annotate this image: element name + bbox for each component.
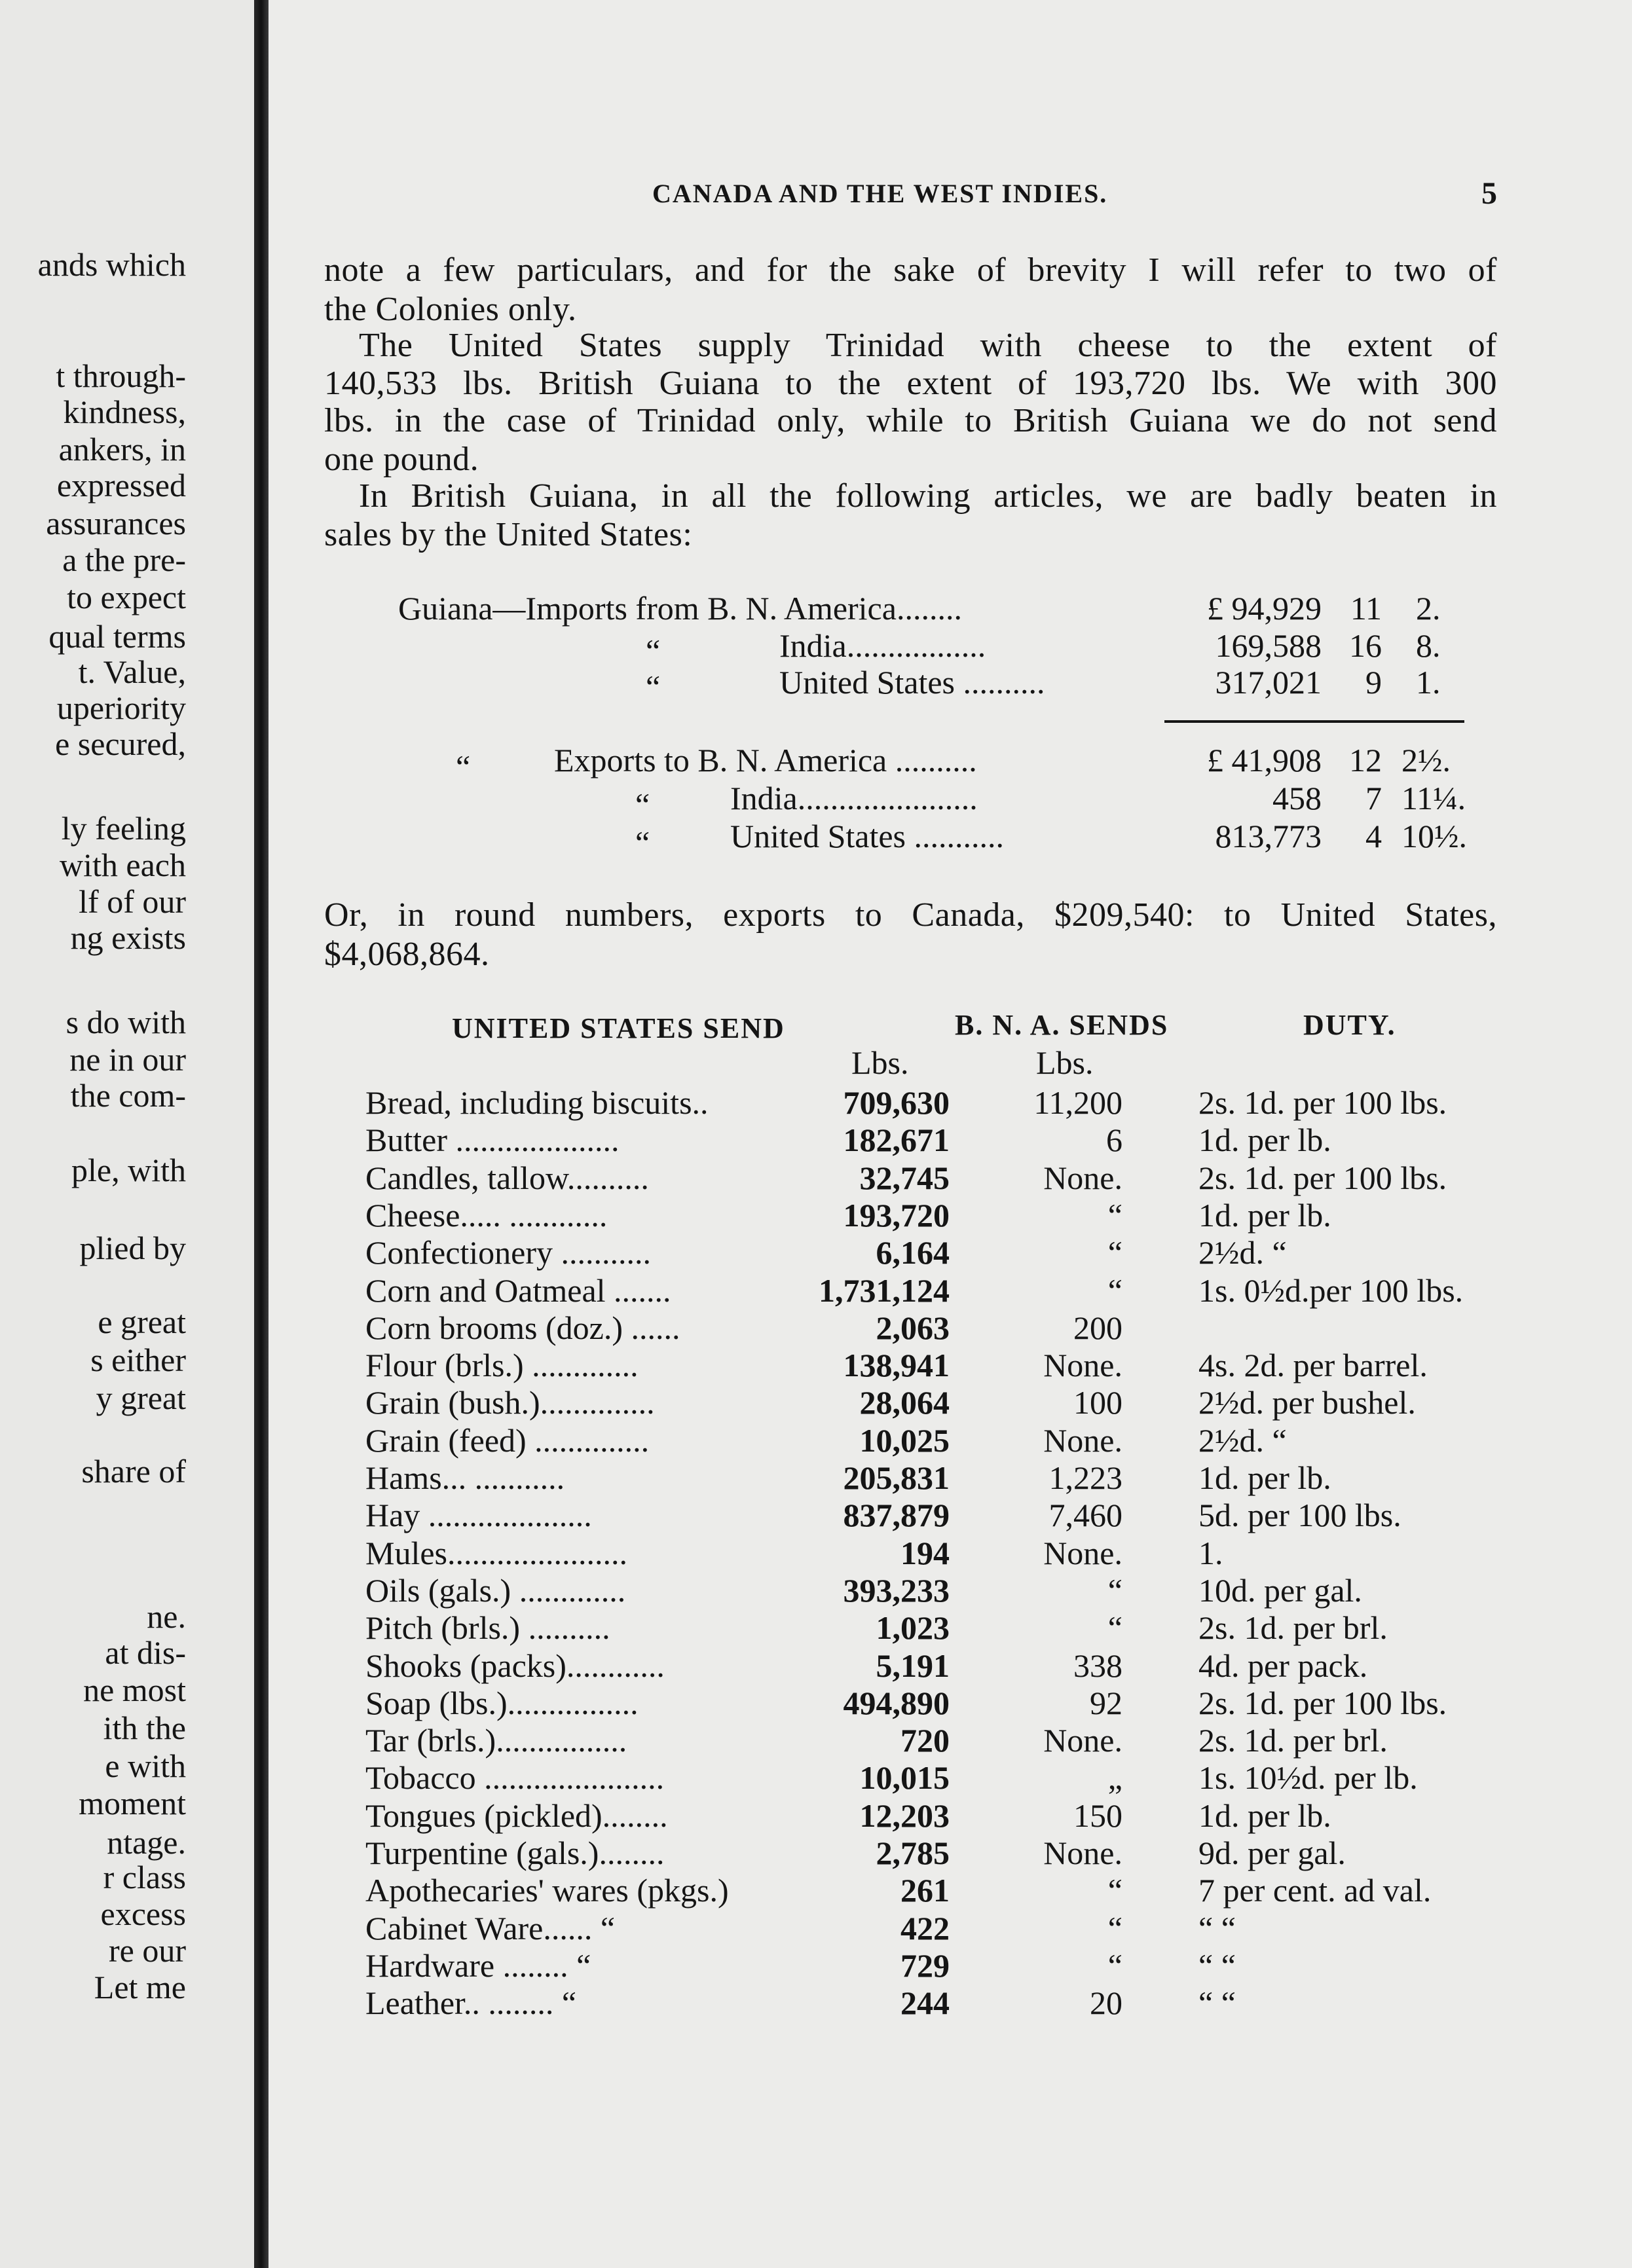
export-label: Exports to B. N. America .......... [554,742,977,778]
ditto-mark: “ [635,824,650,861]
row-bna-amount: 92 [1090,1685,1122,1721]
row-duty: 1s. 10½d. per lb. [1198,1759,1418,1796]
row-item: Butter .................... [365,1122,620,1158]
export-pounds: 813,773 [1215,818,1322,854]
row-bna-amount: 150 [1073,1797,1122,1834]
row-bna-amount: 338 [1073,1647,1122,1684]
row-bna-amount: 1,223 [1048,1459,1122,1496]
row-item: Corn and Oatmeal ....... [365,1272,671,1309]
row-us-amount: 393,233 [843,1572,950,1609]
row-bna-amount: None. [1043,1535,1122,1571]
row-item: Soap (lbs.)................ [365,1685,639,1721]
row-item: Shooks (packs)............ [365,1647,665,1684]
left-page-fragment: s either [90,1342,186,1378]
left-page-fragment: qual terms [48,618,186,655]
row-duty: 2s. 1d. per 100 lbs. [1198,1084,1447,1121]
row-bna-amount: “ [1107,1910,1122,1947]
paragraph-line: the Colonies only. [324,291,577,328]
row-bna-amount: 11,200 [1033,1084,1122,1121]
left-page-fragment: plied by [79,1230,186,1266]
ditto-mark: “ [646,632,661,669]
row-us-amount: 422 [900,1910,950,1947]
running-header: CANADA AND THE WEST INDIES. [652,179,1108,208]
left-page-fragment: expressed [56,467,186,503]
left-page-fragment: at dis- [105,1634,186,1671]
row-bna-amount: „ [1107,1759,1122,1796]
row-duty: 1s. 0½d.per 100 lbs. [1198,1272,1464,1309]
round-numbers-line: $4,068,864. [324,936,490,973]
left-facing-page [0,0,257,2268]
row-bna-amount: None. [1043,1422,1122,1459]
row-duty: 2s. 1d. per brl. [1198,1722,1388,1759]
book-gutter [254,0,269,2268]
row-duty: 2s. 1d. per brl. [1198,1609,1388,1646]
left-page-fragment: ne most [83,1672,186,1708]
row-us-amount: 494,890 [843,1685,950,1721]
row-us-amount: 261 [900,1872,950,1909]
left-page-fragment: Let me [94,1969,186,2005]
row-duty: 1. [1198,1535,1223,1571]
export-shillings: 12 [1349,742,1382,778]
col-head-bna: B. N. A. SENDS [955,1009,1169,1041]
left-page-fragment: ankers, in [58,431,186,467]
row-duty: 1d. per lb. [1198,1197,1331,1234]
left-page-fragment: assurances [46,505,186,541]
import-pence: 1. [1416,664,1441,701]
left-page-fragment: e secured, [55,725,186,762]
left-page-fragment: e great [98,1304,186,1340]
left-page-fragment: ntage. [107,1824,186,1861]
row-item: Tar (brls.)................ [365,1722,627,1759]
round-numbers-line: Or, in round numbers, exports to Canada, $209,540: to United States, [324,896,1497,934]
row-item: Bread, including biscuits.. [365,1084,709,1121]
row-duty: 1d. per lb. [1198,1797,1331,1834]
import-label: Guiana—Imports from B. N. America........ [398,590,962,627]
left-page-fragment: ne in our [69,1041,186,1078]
row-us-amount: 5,191 [876,1647,950,1684]
paragraph-line: In British Guiana, in all the following articles, we are badly beaten in [359,477,1497,515]
left-page-fragment: ne. [147,1598,186,1635]
row-duty: 10d. per gal. [1198,1572,1362,1609]
row-item: Confectionery ........... [365,1234,652,1271]
row-item: Cabinet Ware...... “ [365,1910,616,1947]
row-duty: 1d. per lb. [1198,1122,1331,1158]
row-duty: “ “ [1198,1985,1236,2021]
row-bna-amount: 7,460 [1048,1497,1122,1533]
col-head-duty: DUTY. [1303,1009,1396,1041]
row-us-amount: 194 [900,1535,950,1571]
ditto-mark: “ [635,786,650,823]
ditto-mark: “ [646,668,661,705]
left-page-fragment: a the pre- [62,541,186,578]
row-us-amount: 720 [900,1722,950,1759]
row-duty: 9d. per gal. [1198,1835,1346,1871]
row-bna-amount: “ [1107,1947,1122,1984]
left-page-fragment: ands which [37,246,186,283]
left-page-fragment: r class [103,1859,186,1895]
row-bna-amount: 6 [1106,1122,1122,1158]
row-bna-amount: “ [1107,1609,1122,1646]
sum-rule [1164,720,1464,723]
row-item: Corn brooms (doz.) ...... [365,1309,680,1346]
row-us-amount: 244 [900,1985,950,2021]
row-us-amount: 2,063 [876,1309,950,1346]
left-page-fragment: share of [81,1453,186,1490]
unit-us: Lbs. [851,1044,909,1081]
row-bna-amount: None. [1043,1835,1122,1871]
paragraph-line: The United States supply Trinidad with cheese to the extent of [359,327,1497,364]
paragraph-line: sales by the United States: [324,516,693,553]
left-page-fragment: y great [96,1380,186,1416]
import-shillings: 9 [1365,664,1382,701]
export-pence: 10½. [1401,818,1467,854]
row-item: Pitch (brls.) .......... [365,1609,610,1646]
row-duty: 2s. 1d. per 100 lbs. [1198,1685,1447,1721]
main-page [269,0,1632,2268]
left-page-fragment: re our [109,1932,186,1969]
page-number: 5 [1481,176,1498,211]
row-us-amount: 10,015 [859,1759,950,1796]
row-duty: 1d. per lb. [1198,1459,1331,1496]
row-us-amount: 729 [900,1947,950,1984]
row-bna-amount: “ [1107,1234,1122,1271]
row-item: Mules...................... [365,1535,627,1571]
row-item: Grain (bush.).............. [365,1384,655,1421]
left-page-fragment: uperiority [56,689,186,726]
row-item: Turpentine (gals.)........ [365,1835,665,1871]
row-us-amount: 1,023 [876,1609,950,1646]
row-item: Candles, tallow.......... [365,1160,649,1196]
row-bna-amount: None. [1043,1347,1122,1383]
row-item: Cheese..... ............ [365,1197,608,1234]
left-page-fragment: s do with [65,1004,186,1040]
row-bna-amount: None. [1043,1160,1122,1196]
row-item: Leather.. ........ “ [365,1985,577,2021]
row-duty: 7 per cent. ad val. [1198,1872,1432,1909]
import-pounds: £ 94,929 [1207,590,1322,627]
row-us-amount: 205,831 [843,1459,950,1496]
left-page-fragment: ng exists [70,919,186,956]
import-pounds: 317,021 [1215,664,1322,701]
left-page-fragment: e with [105,1747,186,1784]
export-shillings: 4 [1365,818,1382,854]
export-pounds: 458 [1272,780,1322,816]
row-us-amount: 193,720 [843,1197,950,1234]
row-bna-amount: None. [1043,1722,1122,1759]
import-shillings: 16 [1349,627,1382,664]
row-us-amount: 182,671 [843,1122,950,1158]
import-pounds: 169,588 [1215,627,1322,664]
row-item: Grain (feed) .............. [365,1422,650,1459]
ditto-mark: “ [456,748,471,785]
row-item: Tongues (pickled)........ [365,1797,668,1834]
paragraph-line: lbs. in the case of Trinidad only, while to British Guiana we do not send [324,402,1497,439]
row-item: Tobacco ...................... [365,1759,665,1796]
row-us-amount: 138,941 [843,1347,950,1383]
row-duty: “ “ [1198,1947,1236,1984]
row-item: Flour (brls.) ............. [365,1347,639,1383]
left-page-fragment: with each [60,847,186,883]
import-pence: 2. [1416,590,1441,627]
row-us-amount: 28,064 [859,1384,950,1421]
col-head-us: UNITED STATES SEND [452,1012,785,1044]
row-duty: 4d. per pack. [1198,1647,1368,1684]
row-bna-amount: 20 [1090,1985,1122,2021]
import-shillings: 11 [1350,590,1382,627]
left-page-fragment: the com- [70,1077,186,1114]
paragraph-line: 140,533 lbs. British Guiana to the extent of 193,720 lbs. We with 300 [324,365,1497,402]
export-label: India...................... [730,780,978,816]
left-page-fragment: moment [79,1785,186,1821]
export-pounds: £ 41,908 [1207,742,1322,778]
row-duty: 2s. 1d. per 100 lbs. [1198,1160,1447,1196]
import-label: India................. [779,627,986,664]
left-page-fragment: t through- [56,357,186,394]
import-label: United States .......... [779,664,1045,701]
row-duty: 5d. per 100 lbs. [1198,1497,1401,1533]
row-duty: 4s. 2d. per barrel. [1198,1347,1428,1383]
left-page-fragment: lf of our [79,883,186,920]
row-us-amount: 837,879 [843,1497,950,1533]
row-item: Hardware ........ “ [365,1947,591,1984]
paragraph-line: one pound. [324,441,479,478]
paragraph-line: note a few particulars, and for the sake of brevity I will refer to two of [324,251,1497,289]
row-us-amount: 12,203 [859,1797,950,1834]
row-us-amount: 709,630 [843,1084,950,1121]
row-item: Oils (gals.) ............. [365,1572,626,1609]
row-item: Apothecaries' wares (pkgs.) [365,1872,729,1909]
row-us-amount: 1,731,124 [819,1272,950,1309]
unit-bna: Lbs. [1036,1044,1094,1081]
row-us-amount: 2,785 [876,1835,950,1871]
row-item: Hay .................... [365,1497,592,1533]
row-duty: “ “ [1198,1910,1236,1947]
row-bna-amount: “ [1107,1272,1122,1309]
row-bna-amount: 100 [1073,1384,1122,1421]
export-pence: 11¼. [1401,780,1466,816]
row-us-amount: 32,745 [859,1160,950,1196]
left-page-fragment: ple, with [71,1152,186,1188]
row-item: Hams... ........... [365,1459,565,1496]
row-us-amount: 6,164 [876,1234,950,1271]
left-page-fragment: kindness, [63,393,186,430]
row-duty: 2½d. per bushel. [1198,1384,1416,1421]
left-page-fragment: ly feeling [61,810,186,847]
import-pence: 8. [1416,627,1441,664]
row-bna-amount: “ [1107,1872,1122,1909]
left-page-fragment: ith the [103,1710,186,1746]
export-shillings: 7 [1365,780,1382,816]
left-page-fragment: excess [100,1895,186,1932]
row-bna-amount: 200 [1073,1309,1122,1346]
row-bna-amount: “ [1107,1572,1122,1609]
row-us-amount: 10,025 [859,1422,950,1459]
export-label: United States ........... [730,818,1005,854]
left-page-fragment: to expect [67,579,186,615]
export-pence: 2½. [1401,742,1451,778]
row-bna-amount: “ [1107,1197,1122,1234]
row-duty: 2½d. “ [1198,1234,1287,1271]
row-duty: 2½d. “ [1198,1422,1287,1459]
left-page-fragment: t. Value, [78,653,186,690]
